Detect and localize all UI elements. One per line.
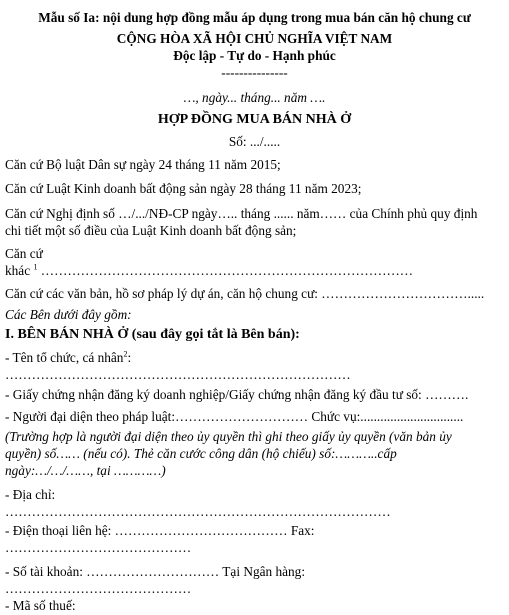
seller-heading: I. BÊN BÁN NHÀ Ở (sau đây gọi tắt là Bên bán): xyxy=(5,327,300,342)
seller-fax-dots: …………………………………… xyxy=(5,540,192,555)
header-separator: --------------- xyxy=(221,65,288,80)
basis-other-line1: Căn cứ xyxy=(5,246,43,261)
seller-note-line1: (Trường hợp là người đại diện theo ủy quyền thì ghi theo giấy ủy quyền (văn bản ủy xyxy=(5,429,452,444)
country-name: CỘNG HÒA XÃ HỘI CHỦ NGHĨA VIỆT NAM xyxy=(116,31,393,46)
seller-account: - Số tài khoản: ………………………… Tại Ngân hàng: xyxy=(5,564,306,579)
seller-name-colon: : xyxy=(127,350,132,365)
basis-documents: Căn cứ các văn bản, hồ sơ pháp lý dự án, căn hộ chung cư: ……………………………..... xyxy=(5,286,485,301)
basis-real-estate-law: Căn cứ Luật Kinh doanh bất động sản ngày 28 tháng 11 năm 2023; xyxy=(5,181,362,196)
seller-representative: - Người đại diện theo pháp luật:………………………… Chức vụ:............................... xyxy=(5,409,464,424)
form-title: Mẫu số Ia: nội dung hợp đồng mẫu áp dụng trong mua bán căn hộ chung cư xyxy=(38,10,471,25)
national-motto: Độc lập - Tự do - Hạnh phúc xyxy=(173,48,336,63)
contract-number: Số: .../..... xyxy=(228,134,281,149)
seller-name-dots: …………………………………………………………………… xyxy=(5,367,351,382)
basis-civil-code: Căn cứ Bộ luật Dân sự ngày 24 tháng 11 năm 2015; xyxy=(5,157,281,172)
seller-bank-dots: …………………………………… xyxy=(5,581,192,596)
seller-note-line2: quyền) số…… (nếu có). Thẻ căn cước công dân (hộ chiếu) số:………..cấp xyxy=(5,446,397,461)
contract-title: HỢP ĐỒNG MUA BÁN NHÀ Ở xyxy=(157,112,352,127)
seller-address-label: - Địa chỉ: xyxy=(5,487,56,502)
seller-tax-code: - Mã số thuế: xyxy=(5,598,76,613)
seller-name-label xyxy=(5,349,131,366)
basis-decree-line2: chi tiết một số điều của Luật Kinh doanh bất động sản; xyxy=(5,223,297,238)
basis-decree-line1: Căn cứ Nghị định số …/.../NĐ-CP ngày….. tháng ...... năm…… của Chính phủ quy định xyxy=(5,206,478,221)
seller-note-line3: ngày:…/…/……, tại …………) xyxy=(5,463,166,478)
date-line: …, ngày... tháng... năm …. xyxy=(183,90,326,105)
footnote-2-marker: 2 xyxy=(123,349,128,359)
basis-other-label: khác xyxy=(5,263,31,278)
seller-certificate: - Giấy chứng nhận đăng ký doanh nghiệp/Giấy chứng nhận đăng ký đầu tư số: ………. xyxy=(5,387,469,402)
basis-other-line2 xyxy=(5,262,413,279)
seller-address-dots: …………………………………………………………………………… xyxy=(5,504,391,519)
seller-phone: - Điện thoại liên hệ: ………………………………… Fax: xyxy=(5,523,315,538)
parties-intro: Các Bên dưới đây gồm: xyxy=(5,307,132,322)
footnote-1-marker: 1 xyxy=(33,262,38,272)
basis-other-dots: ………………………………………………………………………… xyxy=(40,263,414,278)
seller-name-text: - Tên tổ chức, cá nhân xyxy=(5,350,124,365)
